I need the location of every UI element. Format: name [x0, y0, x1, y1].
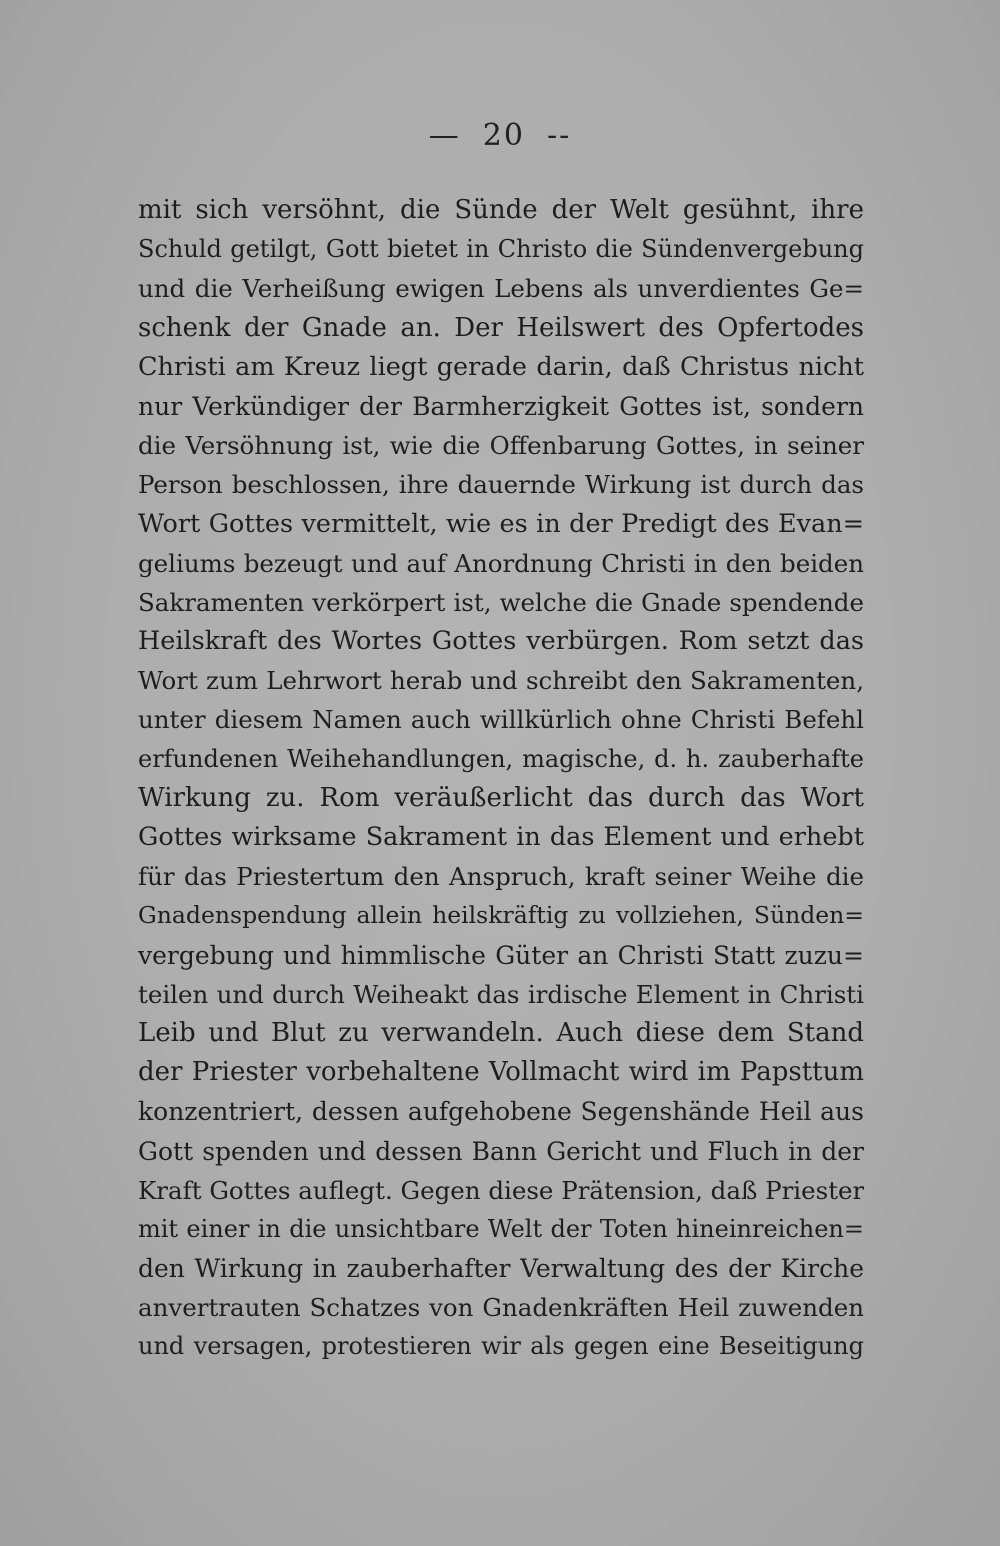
text-line: anvertrauten Schatzes von Gnadenkräften Heil zuwenden: [138, 1293, 864, 1323]
text-line: unter diesem Namen auch willkürlich ohne Christi Befehl: [138, 705, 864, 735]
text-line: teilen und durch Weiheakt das irdische Element in Christi: [138, 979, 864, 1009]
text-line: schenk der Gnade an. Der Heilswert des Opfertodes: [138, 312, 864, 343]
page-number: 20: [482, 118, 525, 153]
text-line: konzentriert, dessen aufgehobene Segenshände Heil aus: [138, 1097, 864, 1127]
text-line: Wirkung zu. Rom veräußerlicht das durch das Wort: [138, 782, 864, 813]
text-line: für das Priestertum den Anspruch, kraft seiner Weihe die: [138, 862, 864, 892]
page-number-header: [0, 118, 1000, 153]
text-line: Sakramenten verkörpert ist, welche die Gnade spendende: [138, 587, 864, 617]
text-line: Wort zum Lehrwort herab und schreibt den Sakramenten,: [138, 666, 864, 696]
text-line: Wort Gottes vermittelt, wie es in der Predigt des Evan=: [138, 508, 864, 539]
text-line: und versagen, protestieren wir als gegen eine Beseitigung: [138, 1332, 864, 1361]
text-line: vergebung und himmlische Güter an Christi Statt zuzu=: [138, 940, 864, 970]
text-line: erfundenen Weihehandlungen, magische, d. h. zauberhafte: [138, 744, 864, 773]
text-line: der Priester vorbehaltene Vollmacht wird im Papsttum: [138, 1057, 864, 1088]
text-line: Schuld getilgt, Gott bietet in Christo die Sündenvergebung: [138, 235, 864, 264]
body-text: [138, 191, 864, 1367]
text-line: Gottes wirksame Sakrament in das Element und erhebt: [138, 822, 864, 852]
text-line: mit einer in die unsichtbare Welt der Toten hineinreichen=: [138, 1214, 864, 1243]
text-line: Person beschlossen, ihre dauernde Wirkung ist durch das: [138, 470, 864, 500]
text-line: und die Verheißung ewigen Lebens als unverdientes Ge=: [138, 274, 864, 304]
text-line: die Versöhnung ist, wie die Offenbarung Gottes, in seiner: [138, 431, 864, 461]
text-line: nur Verkündiger der Barmherzigkeit Gottes ist, sondern: [138, 391, 864, 421]
text-line: geliums bezeugt und auf Anordnung Christi in den beiden: [138, 548, 864, 578]
text-line: Gott spenden und dessen Bann Gericht und Fluch in der: [138, 1136, 864, 1166]
page-number-dash-left: —: [428, 118, 461, 153]
text-line: Gnadenspendung allein heilskräftig zu vollziehen, Sünden=: [138, 901, 864, 930]
page-number-dash-right: --: [546, 118, 572, 153]
text-line: den Wirkung in zauberhafter Verwaltung des der Kirche: [138, 1254, 864, 1284]
text-line: Heilskraft des Wortes Gottes verbürgen. Rom setzt das: [138, 626, 864, 657]
text-line: Kraft Gottes auflegt. Gegen diese Prätension, daß Priester: [138, 1175, 864, 1205]
text-line: mit sich versöhnt, die Sünde der Welt gesühnt, ihre: [138, 195, 864, 225]
text-line: Christi am Kreuz liegt gerade darin, daß Christus nicht: [138, 351, 864, 382]
text-line: Leib und Blut zu verwandeln. Auch diese dem Stand: [138, 1017, 864, 1048]
